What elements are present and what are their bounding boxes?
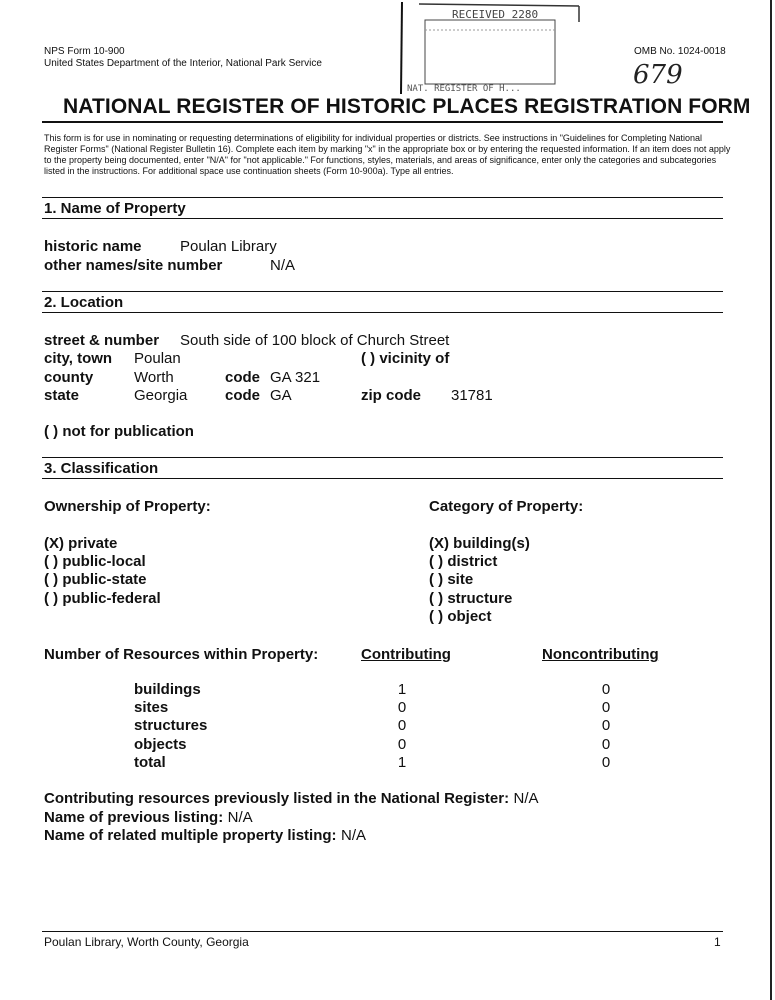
- street-value: South side of 100 block of Church Street: [180, 332, 450, 349]
- footer-text: Poulan Library, Worth County, Georgia: [44, 935, 249, 949]
- noncontributing-count: 0: [601, 717, 611, 734]
- category-mark: ( ): [429, 571, 444, 588]
- resource-label: total: [134, 754, 166, 771]
- ownership-label: public-federal: [62, 590, 161, 607]
- category-option: [429, 571, 473, 588]
- other-names-value: N/A: [270, 257, 296, 274]
- noncontributing-count: 0: [601, 681, 611, 698]
- section3-top-rule: [42, 457, 723, 458]
- category-mark: (X): [429, 535, 449, 552]
- city-label: city, town: [44, 350, 113, 367]
- related-mpl-label: Name of related multiple property listing:: [44, 827, 337, 844]
- resource-label: buildings: [134, 681, 201, 698]
- county-label: county: [44, 369, 94, 386]
- ownership-option: [44, 590, 161, 607]
- category-label: site: [447, 571, 474, 588]
- section2-top-rule: [42, 291, 723, 292]
- form-title: NATIONAL REGISTER OF HISTORIC PLACES REGISTRATION FORM: [63, 95, 751, 118]
- scan-edge: [770, 0, 772, 1000]
- ownership-label: public-local: [62, 553, 146, 570]
- other-names-label: other names/site number: [44, 257, 223, 274]
- category-mark: ( ): [429, 608, 444, 625]
- contributing-count: 0: [397, 699, 407, 716]
- zip-label: zip code: [361, 387, 422, 404]
- section3-bottom-rule: [42, 478, 723, 479]
- county-code-label: code: [225, 369, 261, 386]
- ownership-label: public-state: [62, 571, 147, 588]
- noncontributing-count: 0: [601, 699, 611, 716]
- ownership-heading: Ownership of Property:: [44, 498, 211, 515]
- state-value: Georgia: [134, 387, 188, 404]
- resources-heading: Number of Resources within Property:: [44, 646, 319, 663]
- form-instructions: This form is for use in nominating or requesting determinations of eligibility for individual properties or districts. See instructions in "Guidelines for Completing National Register Forms" (National Register Bulletin 16). Complete each item by marking "x" in the appropriate box or by entering the requested information. If an item does not apply to the property being documented, enter "N/A" for "not applicable." For functions, styles, materials, and areas of significance, enter only the categories and subcategories listed in the instructions. For additional space use continuation sheets (Form 10-900a). Type all entries.: [44, 133, 731, 176]
- ownership-mark: (X): [44, 535, 64, 552]
- noncontributing-heading: Noncontributing: [542, 646, 659, 663]
- category-option: [429, 590, 512, 607]
- contributing-count: 1: [397, 754, 407, 771]
- state-code-label: code: [225, 387, 261, 404]
- ownership-mark: ( ): [44, 590, 59, 607]
- historic-name-label: historic name: [44, 238, 142, 255]
- title-rule: [42, 121, 723, 123]
- category-label: structure: [447, 590, 513, 607]
- previously-listed-value: N/A: [513, 790, 539, 807]
- omb-number: OMB No. 1024-0018: [634, 46, 726, 57]
- state-label: state: [44, 387, 80, 404]
- stamp-text-register: NAT. REGISTER OF H...: [407, 84, 521, 94]
- form-number: NPS Form 10-900: [44, 46, 125, 57]
- zip-value: 31781: [451, 387, 493, 404]
- category-option: [429, 608, 492, 625]
- previous-listing-row: [44, 809, 253, 827]
- category-option: [429, 553, 497, 570]
- page-number: 1: [714, 935, 721, 949]
- category-label: building(s): [453, 535, 530, 552]
- footer-rule: [42, 931, 723, 932]
- department-line: United States Department of the Interior, National Park Service: [44, 58, 322, 69]
- section2-bottom-rule: [42, 312, 723, 313]
- street-label: street & number: [44, 332, 160, 349]
- noncontributing-count: 0: [601, 736, 611, 753]
- ownership-label: private: [68, 535, 118, 552]
- section3-heading: 3. Classification: [44, 460, 159, 477]
- state-code-value: GA: [270, 387, 292, 404]
- handwritten-number: 679: [633, 60, 683, 90]
- contributing-count: 0: [397, 736, 407, 753]
- county-value: Worth: [134, 369, 174, 386]
- ownership-option: [44, 553, 146, 570]
- stamp-text-received: RECEIVED 2280: [452, 8, 539, 21]
- section1-heading: 1. Name of Property: [44, 200, 186, 217]
- previously-listed-row: [44, 790, 539, 808]
- ownership-option: [44, 571, 147, 588]
- ownership-option: [44, 535, 117, 552]
- resource-label: structures: [134, 717, 208, 734]
- previous-listing-label: Name of previous listing:: [44, 809, 224, 826]
- noncontributing-count: 0: [601, 754, 611, 771]
- ownership-mark: ( ): [44, 571, 59, 588]
- category-heading: Category of Property:: [429, 498, 584, 515]
- related-mpl-row: [44, 827, 366, 845]
- category-mark: ( ): [429, 590, 444, 607]
- historic-name-value: Poulan Library: [180, 238, 277, 255]
- not-for-publication-field: ( ) not for publication: [44, 423, 194, 440]
- contributing-heading: Contributing: [361, 646, 451, 663]
- category-label: object: [447, 608, 492, 625]
- previous-listing-value: N/A: [227, 809, 253, 826]
- resource-label: sites: [134, 699, 169, 716]
- section1-bottom-rule: [42, 218, 723, 219]
- section1-top-rule: [42, 197, 723, 198]
- city-value: Poulan: [134, 350, 181, 367]
- category-option: [429, 535, 530, 552]
- vicinity-field: ( ) vicinity of: [361, 350, 450, 367]
- category-label: district: [447, 553, 498, 570]
- contributing-count: 1: [397, 681, 407, 698]
- resource-label: objects: [134, 736, 187, 753]
- county-code-value: GA 321: [270, 369, 321, 386]
- previously-listed-label: Contributing resources previously listed in the National Register:: [44, 790, 510, 807]
- contributing-count: 0: [397, 717, 407, 734]
- section2-heading: 2. Location: [44, 294, 124, 311]
- related-mpl-value: N/A: [341, 827, 367, 844]
- category-mark: ( ): [429, 553, 444, 570]
- ownership-mark: ( ): [44, 553, 59, 570]
